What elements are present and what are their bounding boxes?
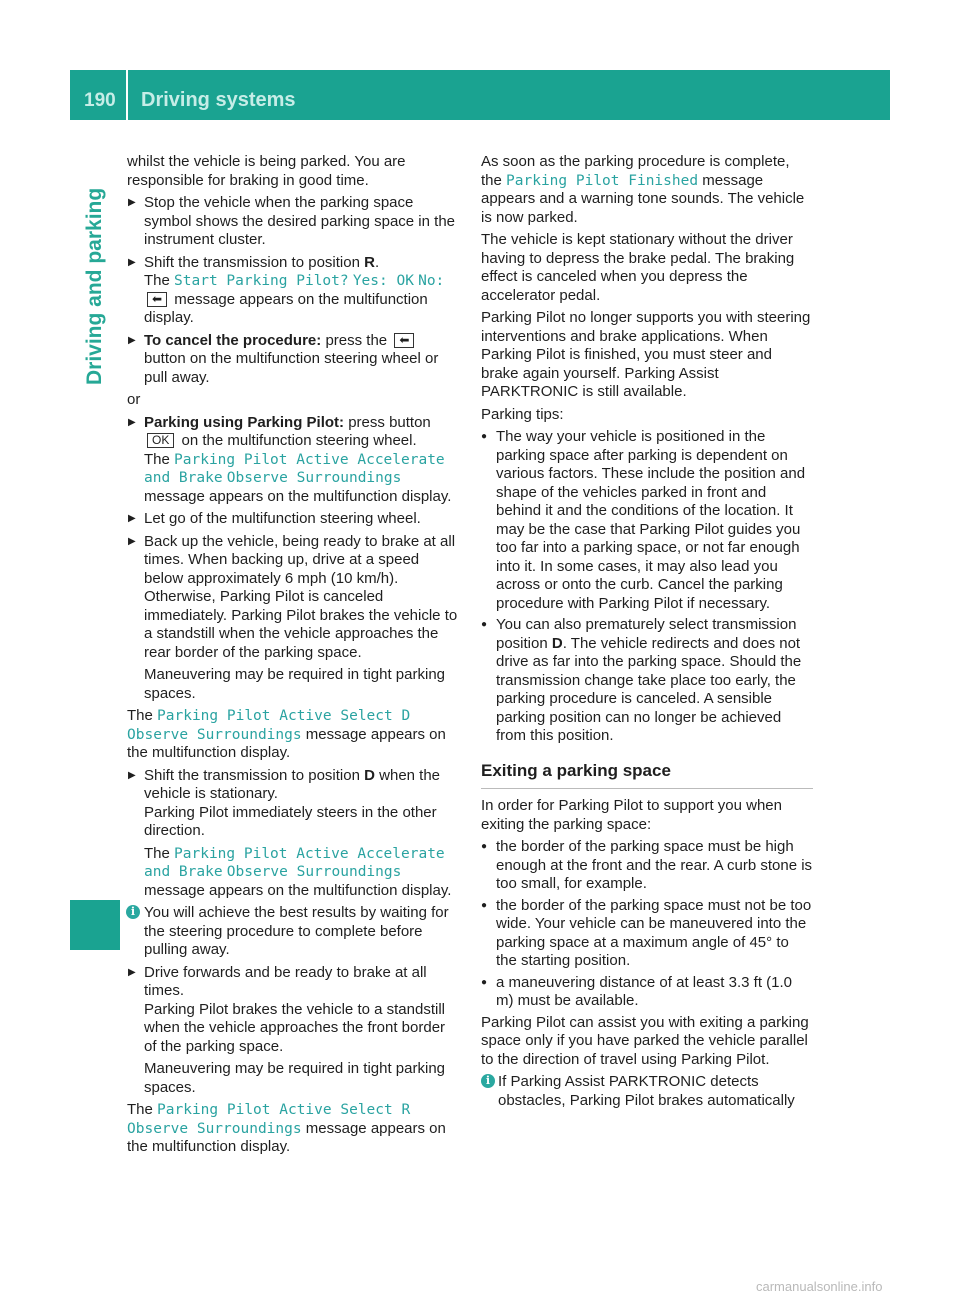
- display-message: Observe Surroundings: [226, 864, 402, 880]
- step-text: .: [374, 253, 380, 271]
- step-text: The: [144, 450, 170, 468]
- left-column: [127, 153, 459, 1161]
- step-text: Stop the vehicle when the parking space symbol shows the desired parking space in the instrument cluster.: [144, 194, 456, 248]
- step-item: [127, 254, 459, 328]
- watermark: carmanualsonline.info: [756, 1279, 883, 1294]
- paragraph: or: [127, 391, 141, 408]
- step-item: [127, 414, 459, 507]
- step-text: Drive forwards and be ready to brake at all times.: [144, 963, 427, 999]
- step-text: message appears on the multifunction display.: [144, 487, 452, 505]
- sidebar-section-label: Driving and parking: [83, 187, 106, 385]
- display-message: Observe Surroundings: [127, 726, 302, 743]
- step-text: message appears on the multifunction display.: [144, 290, 428, 326]
- step-note: Maneuvering may be required in tight parking spaces.: [144, 1060, 446, 1096]
- step-text: press button: [348, 413, 431, 431]
- display-message: Parking Pilot Active Accelerate and Brake: [144, 845, 445, 880]
- header-divider: [126, 70, 128, 120]
- para-text: As soon as the parking procedure is complete, the: [481, 153, 790, 189]
- para-text: message appears on the multifunction display.: [127, 725, 446, 761]
- paragraph: Parking tips:: [481, 405, 564, 423]
- step-text: Let go of the multifunction steering wheel.: [144, 510, 421, 527]
- step-bold: Parking using Parking Pilot:: [144, 413, 345, 431]
- para-text: The: [127, 707, 153, 724]
- info-note: [127, 904, 459, 960]
- list-item: [481, 974, 813, 1011]
- step-text: press the: [325, 331, 388, 349]
- step-text: button on the multifunction steering wheel or pull away.: [144, 350, 439, 386]
- step-bold: To cancel the procedure:: [144, 331, 322, 349]
- page-title: Driving systems: [141, 89, 296, 111]
- list-text: the border of the parking space must be high enough at the front and the rear. A curb stone is too small, for example.: [496, 838, 813, 892]
- step-text: message appears on the multifunction display.: [144, 881, 452, 899]
- info-text: If Parking Assist PARKTRONIC detects obstacles, Parking Pilot brakes automatically: [498, 1073, 795, 1109]
- list-item: [481, 897, 813, 971]
- step-item: [127, 533, 459, 704]
- section-heading: Exiting a parking space: [481, 762, 813, 790]
- info-icon: i: [126, 905, 140, 919]
- paragraph: Parking Pilot no longer supports you with steering interventions and brake applications. When Parking Pilot is finished, you must steer and brake again yourself. Parking Assist PARKTRONIC is still available.: [481, 309, 811, 400]
- step-text: Shift the transmission to position: [144, 766, 360, 784]
- step-text: Parking Pilot immediately steers in the other direction.: [144, 803, 437, 839]
- display-message: Observe Surroundings: [226, 470, 402, 486]
- page-number: 190: [84, 90, 116, 111]
- display-message: Yes: OK: [352, 273, 414, 289]
- gear-r-symbol: R: [364, 253, 375, 271]
- paragraph: [127, 1101, 459, 1157]
- para-text: message appears on the multifunction display.: [127, 1119, 446, 1155]
- back-arrow-icon: ⬅: [394, 333, 414, 348]
- para-text: message appears and a warning tone sounds. The vehicle is now parked.: [481, 171, 805, 226]
- step-note: Maneuvering may be required in tight parking spaces.: [144, 666, 446, 702]
- display-message: Observe Surroundings: [127, 1120, 302, 1137]
- list-text: The way your vehicle is positioned in the parking space after parking is dependent on various factors. These include the position and shape of the vehicles parked in front and behind it and the conditions of the location. It may be the case that Parking Pilot guides you too far into a parking space, or not far enough into it. In some cases, it may also lead you across or onto the curb. Cancel the parking procedure with Parking Pilot if necessary.: [496, 428, 806, 612]
- back-arrow-icon: ⬅: [147, 292, 167, 307]
- step-text: when the vehicle is stationary.: [144, 766, 441, 802]
- step-text: Parking Pilot brakes the vehicle to a standstill when the vehicle approaches the front border of the parking space.: [144, 1000, 446, 1055]
- list-item: [481, 838, 813, 894]
- step-item: [127, 194, 459, 250]
- step-note: [144, 845, 459, 901]
- list-text: the border of the parking space must not be too wide. Your vehicle can be maneuvered into the parking space at a maximum angle of 45° to the starting position.: [496, 896, 812, 969]
- step-text: The: [144, 844, 170, 862]
- list-text: You can also prematurely select transmission position: [496, 616, 797, 652]
- step-item: [127, 767, 459, 901]
- display-message: Parking Pilot Finished: [506, 172, 699, 189]
- paragraph: [127, 707, 459, 763]
- step-text: Back up the vehicle, being ready to brake at all times. When backing up, drive at a speed below approximately 6 mph (10 km/h). Otherwise, Parking Pilot is canceled immediately. Parking Pilot brakes the vehicle to a standstill when the vehicle approaches the rear border of the parking space.: [144, 532, 458, 661]
- list-item: [481, 616, 813, 746]
- display-message: Parking Pilot Active Accelerate and Brake: [144, 451, 445, 486]
- ok-key-icon: OK: [147, 433, 174, 448]
- info-icon: i: [481, 1074, 495, 1088]
- display-message: Start Parking Pilot?: [174, 273, 349, 289]
- step-item: [127, 964, 459, 1098]
- display-message: Parking Pilot Active Select D: [157, 708, 411, 724]
- display-message: Parking Pilot Active Select R: [157, 1102, 411, 1118]
- list-item: [481, 428, 813, 613]
- sidebar-tab-block: [70, 900, 120, 950]
- paragraph: Parking Pilot can assist you with exiting a parking space only if you have parked the vehicle parallel to the direction of travel using Parking Pilot.: [481, 1013, 809, 1068]
- paragraph: [481, 153, 813, 227]
- gear-d-symbol: D: [364, 766, 375, 784]
- paragraph: whilst the vehicle is being parked. You are responsible for braking in good time.: [127, 153, 406, 189]
- step-text: on the multifunction steering wheel.: [181, 432, 417, 449]
- step-text: Shift the transmission to position: [144, 253, 360, 271]
- list-text: a maneuvering distance of at least 3.3 ft (1.0 m) must be available.: [496, 973, 793, 1009]
- right-column: [481, 153, 813, 1114]
- para-text: The: [127, 1101, 153, 1118]
- gear-d-symbol: D: [551, 634, 563, 652]
- step-text: The: [144, 272, 170, 289]
- paragraph: In order for Parking Pilot to support you when exiting the parking space:: [481, 797, 782, 833]
- list-text: . The vehicle redirects and does not drive as far into the parking space. Should the transmission change take place too early, the parking procedure is canceled. A sensible parking position can no longer be achieved from this position.: [496, 634, 802, 744]
- paragraph: The vehicle is kept stationary without the driver having to depress the brake pedal. The braking effect is canceled when you depress the accelerator pedal.: [481, 231, 795, 304]
- info-text: You will achieve the best results by waiting for the steering procedure to complete before pulling away.: [144, 904, 449, 958]
- step-item: [127, 510, 459, 529]
- display-message: No:: [418, 273, 445, 289]
- info-note: [481, 1073, 813, 1110]
- step-item: [127, 332, 459, 388]
